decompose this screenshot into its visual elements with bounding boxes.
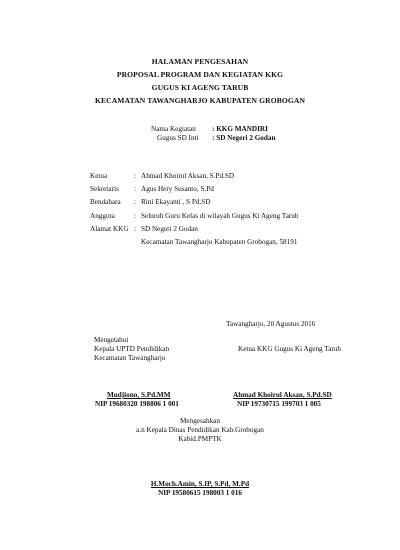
left-sign-line1: Mengetahui [94, 336, 129, 344]
center-sign-nip: NIP 19580615 198003 1 016 [158, 489, 242, 497]
gugus-inti-label: Gugus SD Inti [157, 134, 199, 142]
sekretaris-sep: : [134, 185, 136, 193]
right-sign-line1: Ketua KKG Gugus Ki Ageng Tarub [238, 345, 341, 353]
date-place: Tawangharjo, 20 Agustus 2016 [226, 320, 316, 328]
nama-kegiatan-label: Nama Kegiatan [151, 125, 196, 133]
anggota-value: Seluruh Guru Kelas di wilayah Gugus Ki Ageng Tarub [141, 212, 299, 220]
center-sign-line1: Mengesahkan [180, 417, 220, 425]
gugus-inti-value: : SD Negeri 2 Godan [212, 134, 276, 142]
ketua-sep: : [134, 172, 136, 180]
header-title: HALAMAN PENGESAHAN [151, 57, 249, 66]
left-sign-line3: Kecamatan Tawangharjo [94, 354, 166, 362]
nama-kegiatan-value: : KKG MANDIRI [212, 125, 268, 133]
bendahara-label: Bendahara [90, 198, 121, 206]
center-sign-line3: Kabid.PMPTK [178, 435, 222, 443]
right-sign-name: Ahmad Khoirul Aksan, S.Pd.SD [233, 391, 332, 399]
sekretaris-value: Agus Hery Susanto, S.Pd [141, 185, 214, 193]
ketua-value: Ahmad Khoirul Aksan, S.Pd.SD [141, 172, 235, 180]
sekretaris-label: Sekretaris [90, 185, 119, 193]
left-sign-line2: Kepala UPTD Pendidikan [94, 345, 170, 353]
center-sign-line2: a.n Kepala Dinas Pendidikan Kab.Grobogan [136, 426, 264, 434]
bendahara-value: Rini Ekayanti , S Pd.SD [141, 198, 211, 206]
alamat-label: Alamat KKG [90, 225, 129, 233]
header-proposal: PROPOSAL PROGRAM DAN KEGIATAN KKG [116, 70, 284, 79]
alamat-value: SD Negeri 2 Godan [141, 225, 198, 233]
left-sign-nip: NIP 19680320 198806 1 001 [95, 400, 179, 408]
left-sign-name: Mudjiono, S.Pd.MM [107, 391, 171, 399]
right-sign-nip: NIP 19730715 199703 1 005 [237, 400, 321, 408]
alamat-line2: Kecamatan Tawangharjo Kabupaten Grobogan, 58191 [141, 238, 298, 246]
bendahara-sep: : [134, 198, 136, 206]
header-kecamatan: KECAMATAN TAWANGHARJO KABUPATEN GROBOGAN [94, 96, 306, 105]
ketua-label: Ketua [90, 172, 108, 180]
anggota-sep: : [134, 212, 136, 220]
alamat-sep: : [134, 225, 136, 233]
anggota-label: Anggota [90, 212, 115, 220]
header-gugus: GUGUS KI AGENG TARUB [151, 83, 249, 92]
center-sign-name: H.Moch.Amin, S.IP, S.Pd, M.Pd [150, 480, 250, 488]
